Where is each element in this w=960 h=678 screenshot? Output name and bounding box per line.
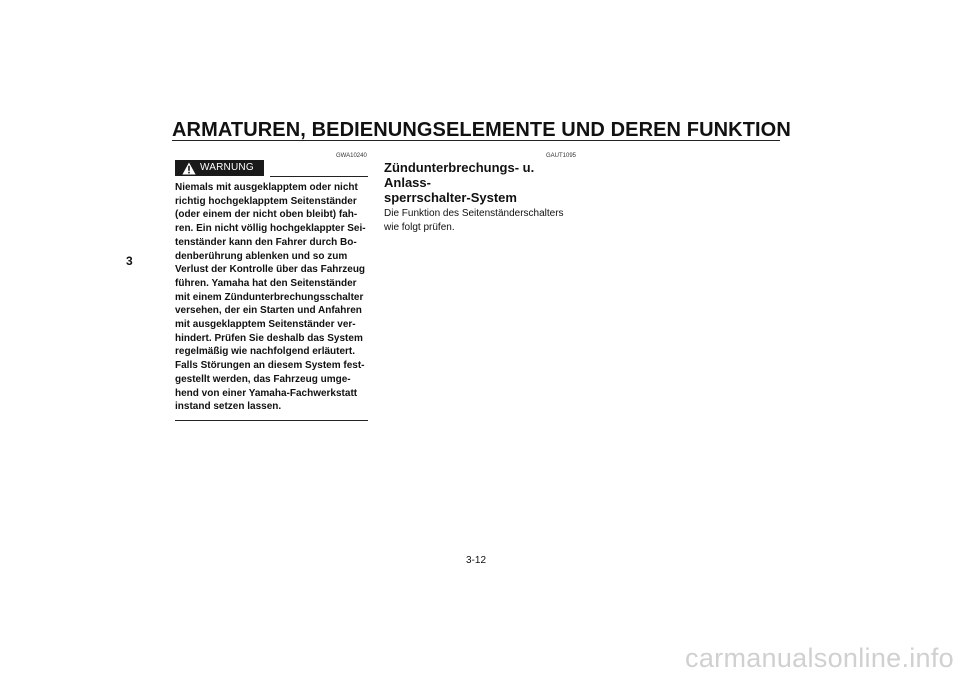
warning-line: hindert. Prüfen Sie deshalb das System [175, 332, 363, 344]
warning-line: führen. Yamaha hat den Seitenständer [175, 277, 357, 289]
warning-line: versehen, der ein Starten und Anfahren [175, 305, 362, 317]
warning-line: ren. Ein nicht völlig hochgeklappter Sei- [175, 223, 366, 235]
section-title-line: Zündunterbrechungs- u. Anlass- [384, 160, 535, 190]
warning-text [175, 181, 368, 414]
warning-line: Falls Störungen an diesem System fest- [175, 360, 365, 372]
section-title-line: sperrschalter-System [384, 190, 517, 205]
watermark: carmanualsonline.info [685, 643, 954, 673]
warning-line: regelmäßig wie nachfolgend erläutert. [175, 346, 356, 358]
chapter-tab: 3 [126, 254, 133, 268]
warning-line: (oder einem der nicht oben bleibt) fah- [175, 209, 358, 221]
warning-header [175, 160, 368, 177]
section-text [384, 207, 584, 235]
section-text-line: Die Funktion des Seitenständerschalters [384, 208, 564, 219]
section-ignition-cutoff [384, 160, 584, 235]
header-rule [172, 140, 780, 141]
warning-reference-code: GWA10240 [336, 153, 367, 159]
warning-line: Verlust der Kontrolle über das Fahrzeug [175, 264, 366, 276]
warning-line: tenständer kann den Fahrer durch Bo- [175, 236, 357, 248]
warning-box [175, 160, 368, 421]
page-number: 3-12 [466, 555, 487, 566]
warning-line: mit ausgeklapptem Seitenständer ver- [175, 319, 356, 331]
warning-header-rule [270, 176, 368, 177]
warning-line: richtig hochgeklapptem Seitenständer [175, 195, 357, 207]
warning-bottom-rule [175, 420, 368, 421]
warning-line: instand setzen lassen. [175, 401, 282, 413]
warning-triangle-icon [182, 162, 196, 175]
page-title: ARMATUREN, BEDIENUNGSELEMENTE UND DEREN FUNKTION [172, 119, 791, 141]
warning-badge [175, 160, 264, 176]
warning-line: mit einem Zündunterbrechungsschalter [175, 291, 364, 303]
warning-line: denberührung ablenken und so zum [175, 250, 348, 262]
warning-line: hend von einer Yamaha-Fachwerkstatt [175, 387, 358, 399]
section-title [384, 160, 584, 205]
warning-line: Niemals mit ausgeklapptem oder nicht [175, 182, 358, 193]
warning-label: WARNUNG [200, 162, 254, 173]
section-reference-code: GAUT1095 [546, 153, 577, 159]
warning-line: gestellt werden, das Fahrzeug umge- [175, 373, 351, 385]
section-text-line: wie folgt prüfen. [384, 222, 455, 233]
